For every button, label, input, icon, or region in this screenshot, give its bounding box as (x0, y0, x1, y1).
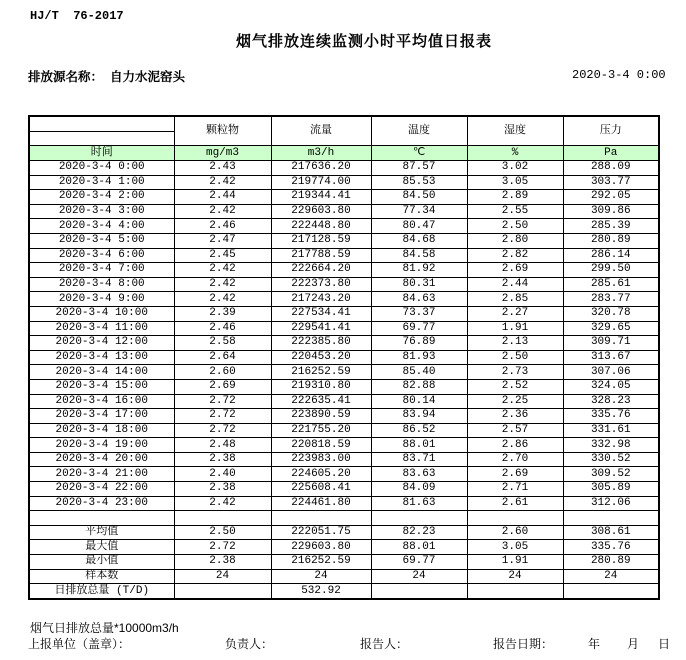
value-cell: 84.09 (371, 482, 467, 497)
value-cell: 222385.80 (271, 336, 371, 351)
value-cell: 2.50 (467, 219, 563, 234)
value-cell: 286.14 (563, 248, 659, 263)
table-row (29, 277, 659, 292)
value-cell: 331.61 (563, 423, 659, 438)
spacer-cell (29, 511, 174, 526)
value-cell: 303.77 (563, 175, 659, 190)
summary-row (29, 584, 659, 599)
table-row (29, 423, 659, 438)
value-cell: 2.43 (174, 161, 271, 176)
value-cell: 2.48 (174, 438, 271, 453)
value-cell: 305.89 (563, 482, 659, 497)
value-cell: 73.37 (371, 306, 467, 321)
value-cell: 2.85 (467, 292, 563, 307)
value-cell: 83.94 (371, 409, 467, 424)
table-row (29, 467, 659, 482)
value-cell: 2.25 (467, 394, 563, 409)
spacer-cell (371, 511, 467, 526)
value-cell: 87.57 (371, 161, 467, 176)
time-cell: 2020-3-4 6:00 (29, 248, 174, 263)
value-cell: 309.52 (563, 467, 659, 482)
summary-row (29, 525, 659, 540)
value-cell: 2.89 (467, 190, 563, 205)
value-cell: 332.98 (563, 438, 659, 453)
value-cell: 219310.80 (271, 379, 371, 394)
value-cell: 2.38 (174, 452, 271, 467)
time-cell: 2020-3-4 9:00 (29, 292, 174, 307)
value-cell: 280.89 (563, 555, 659, 570)
value-cell: 2.73 (467, 365, 563, 380)
value-cell: 2.45 (174, 248, 271, 263)
table-row (29, 379, 659, 394)
table-row (29, 365, 659, 380)
value-cell: 2.70 (467, 452, 563, 467)
value-cell: 313.67 (563, 350, 659, 365)
time-cell: 2020-3-4 22:00 (29, 482, 174, 497)
value-cell: 222664.20 (271, 263, 371, 278)
time-cell: 2020-3-4 18:00 (29, 423, 174, 438)
table-row (29, 190, 659, 205)
value-cell: 84.50 (371, 190, 467, 205)
value-cell: 2.72 (174, 540, 271, 555)
value-cell: 229603.80 (271, 540, 371, 555)
value-cell: 2.42 (174, 263, 271, 278)
time-cell: 2020-3-4 14:00 (29, 365, 174, 380)
value-cell: 309.86 (563, 204, 659, 219)
value-cell: 288.09 (563, 161, 659, 176)
value-cell: 2.44 (174, 190, 271, 205)
time-cell: 2020-3-4 19:00 (29, 438, 174, 453)
value-cell: 308.61 (563, 525, 659, 540)
value-cell: 219774.00 (271, 175, 371, 190)
value-cell: 2.13 (467, 336, 563, 351)
value-cell: 229603.80 (271, 204, 371, 219)
time-column-header: 时间 (29, 146, 174, 161)
table-row (29, 496, 659, 511)
reporting-unit-label: 上报单位（盖章）： (28, 637, 131, 651)
time-cell: 2020-3-4 23:00 (29, 496, 174, 511)
spacer-cell (467, 511, 563, 526)
value-cell: 222448.80 (271, 219, 371, 234)
value-cell: 320.78 (563, 306, 659, 321)
total-emission-note: 烟气日排放总量*10000m3/h (30, 621, 179, 635)
value-cell: 84.58 (371, 248, 467, 263)
value-cell: 335.76 (563, 409, 659, 424)
table-row (29, 306, 659, 321)
value-cell: 2.82 (467, 248, 563, 263)
value-cell (563, 584, 659, 599)
table-row (29, 336, 659, 351)
value-cell: 85.53 (371, 175, 467, 190)
table-row (29, 204, 659, 219)
value-cell: 285.61 (563, 277, 659, 292)
value-cell: 222051.75 (271, 525, 371, 540)
value-cell: 86.52 (371, 423, 467, 438)
value-cell: 2.55 (467, 204, 563, 219)
value-cell: 84.68 (371, 233, 467, 248)
value-cell: 330.52 (563, 452, 659, 467)
value-cell: 229541.41 (271, 321, 371, 336)
value-cell: 2.60 (467, 525, 563, 540)
value-cell: 224461.80 (271, 496, 371, 511)
spacer-cell (271, 511, 371, 526)
value-cell: 2.61 (467, 496, 563, 511)
month-label: 月 (627, 637, 640, 651)
value-cell: 292.05 (563, 190, 659, 205)
day-label: 日 (658, 637, 671, 651)
time-cell: 2020-3-4 15:00 (29, 379, 174, 394)
time-cell: 2020-3-4 1:00 (29, 175, 174, 190)
value-cell: 77.34 (371, 204, 467, 219)
table-row (29, 233, 659, 248)
report-date-label: 报告日期： (493, 637, 554, 651)
value-cell: 81.63 (371, 496, 467, 511)
time-header-blank-bottom (29, 131, 174, 146)
standard-code: HJ/T 76-2017 (30, 9, 124, 23)
value-cell: 80.14 (371, 394, 467, 409)
signature-line (0, 635, 686, 651)
value-cell: 224605.20 (271, 467, 371, 482)
table-row (29, 350, 659, 365)
responsible-person-label: 负责人： (225, 637, 274, 651)
reporter-label: 报告人： (360, 637, 409, 651)
value-cell: 3.05 (467, 540, 563, 555)
value-cell: 227534.41 (271, 306, 371, 321)
value-cell: 83.71 (371, 452, 467, 467)
value-cell: 2.58 (174, 336, 271, 351)
time-cell: 2020-3-4 13:00 (29, 350, 174, 365)
value-cell: 324.05 (563, 379, 659, 394)
table-row (29, 161, 659, 176)
value-cell: 88.01 (371, 540, 467, 555)
time-cell: 2020-3-4 10:00 (29, 306, 174, 321)
value-cell: 24 (371, 569, 467, 584)
value-cell: 2.71 (467, 482, 563, 497)
time-cell: 2020-3-4 4:00 (29, 219, 174, 234)
value-cell: 532.92 (271, 584, 371, 599)
value-cell: 335.76 (563, 540, 659, 555)
value-cell: 2.27 (467, 306, 563, 321)
value-cell: 2.42 (174, 204, 271, 219)
unit-header-row (29, 146, 659, 161)
table-row (29, 219, 659, 234)
value-cell: 2.80 (467, 233, 563, 248)
value-cell: 220818.59 (271, 438, 371, 453)
time-cell: 2020-3-4 8:00 (29, 277, 174, 292)
value-cell: 69.77 (371, 321, 467, 336)
meta-line (0, 67, 686, 83)
value-cell: 222635.41 (271, 394, 371, 409)
value-cell: 2.44 (467, 277, 563, 292)
value-cell: 217243.20 (271, 292, 371, 307)
summary-label-cell: 最小值 (29, 555, 174, 570)
page-title: 烟气排放连续监测小时平均值日报表 (235, 33, 492, 50)
column-header-flow: 流量 (271, 116, 371, 146)
time-cell: 2020-3-4 2:00 (29, 190, 174, 205)
value-cell: 219344.41 (271, 190, 371, 205)
value-cell: 280.89 (563, 233, 659, 248)
unit-pressure: Pa (563, 146, 659, 161)
table-row (29, 292, 659, 307)
time-header-blank-top (29, 116, 174, 131)
summary-label-cell: 样本数 (29, 569, 174, 584)
value-cell: 81.93 (371, 350, 467, 365)
unit-particulate: mg/m3 (174, 146, 271, 161)
value-cell: 24 (467, 569, 563, 584)
column-header-temperature: 温度 (371, 116, 467, 146)
summary-label-cell: 最大值 (29, 540, 174, 555)
report-table (28, 115, 660, 600)
value-cell: 80.47 (371, 219, 467, 234)
value-cell: 2.39 (174, 306, 271, 321)
value-cell: 76.89 (371, 336, 467, 351)
summary-row (29, 569, 659, 584)
value-cell: 2.57 (467, 423, 563, 438)
value-cell: 88.01 (371, 438, 467, 453)
value-cell: 2.72 (174, 409, 271, 424)
value-cell: 220453.20 (271, 350, 371, 365)
value-cell: 217128.59 (271, 233, 371, 248)
unit-flow: m3/h (271, 146, 371, 161)
value-cell: 69.77 (371, 555, 467, 570)
value-cell: 3.02 (467, 161, 563, 176)
value-cell: 222373.80 (271, 277, 371, 292)
summary-label-cell: 平均值 (29, 525, 174, 540)
value-cell: 2.69 (467, 263, 563, 278)
summary-rows (29, 525, 659, 598)
table-row (29, 409, 659, 424)
table-row (29, 248, 659, 263)
value-cell: 80.31 (371, 277, 467, 292)
column-header-particulate: 颗粒物 (174, 116, 271, 146)
value-cell: 2.86 (467, 438, 563, 453)
value-cell (371, 584, 467, 599)
table-row (29, 394, 659, 409)
value-cell: 217636.20 (271, 161, 371, 176)
spacer-cell (174, 511, 271, 526)
value-cell: 2.42 (174, 175, 271, 190)
spacer-section (29, 511, 659, 526)
value-cell (174, 584, 271, 599)
value-cell: 2.42 (174, 277, 271, 292)
value-cell: 307.06 (563, 365, 659, 380)
time-cell: 2020-3-4 11:00 (29, 321, 174, 336)
value-cell: 24 (174, 569, 271, 584)
pollutant-header-row (29, 116, 659, 131)
value-cell: 329.65 (563, 321, 659, 336)
value-cell: 2.47 (174, 233, 271, 248)
value-cell: 216252.59 (271, 365, 371, 380)
table-row (29, 263, 659, 278)
value-cell: 2.46 (174, 321, 271, 336)
value-cell: 1.91 (467, 555, 563, 570)
time-cell: 2020-3-4 5:00 (29, 233, 174, 248)
value-cell: 2.69 (467, 467, 563, 482)
value-cell (467, 584, 563, 599)
value-cell: 85.40 (371, 365, 467, 380)
column-header-humidity: 湿度 (467, 116, 563, 146)
time-cell: 2020-3-4 16:00 (29, 394, 174, 409)
report-datetime: 2020-3-4 0:00 (572, 68, 666, 82)
value-cell: 309.71 (563, 336, 659, 351)
time-cell: 2020-3-4 20:00 (29, 452, 174, 467)
value-cell: 2.38 (174, 555, 271, 570)
time-cell: 2020-3-4 7:00 (29, 263, 174, 278)
source-name-label: 排放源名称： (28, 70, 104, 84)
value-cell: 82.88 (371, 379, 467, 394)
time-cell: 2020-3-4 12:00 (29, 336, 174, 351)
time-cell: 2020-3-4 0:00 (29, 161, 174, 176)
value-cell: 2.36 (467, 409, 563, 424)
value-cell: 328.23 (563, 394, 659, 409)
unit-humidity: % (467, 146, 563, 161)
year-label: 年 (588, 637, 601, 651)
value-cell: 2.52 (467, 379, 563, 394)
value-cell: 312.06 (563, 496, 659, 511)
value-cell: 2.72 (174, 394, 271, 409)
value-cell: 82.23 (371, 525, 467, 540)
value-cell: 2.46 (174, 219, 271, 234)
time-cell: 2020-3-4 3:00 (29, 204, 174, 219)
value-cell: 217788.59 (271, 248, 371, 263)
value-cell: 2.64 (174, 350, 271, 365)
value-cell: 83.63 (371, 467, 467, 482)
value-cell: 223890.59 (271, 409, 371, 424)
value-cell: 1.91 (467, 321, 563, 336)
data-rows (29, 161, 659, 511)
value-cell: 285.39 (563, 219, 659, 234)
value-cell: 84.63 (371, 292, 467, 307)
time-cell: 2020-3-4 21:00 (29, 467, 174, 482)
value-cell: 2.38 (174, 482, 271, 497)
table-row (29, 175, 659, 190)
value-cell: 223983.00 (271, 452, 371, 467)
value-cell: 3.05 (467, 175, 563, 190)
table-row (29, 321, 659, 336)
value-cell: 283.77 (563, 292, 659, 307)
summary-row (29, 540, 659, 555)
value-cell: 2.69 (174, 379, 271, 394)
summary-label-cell: 日排放总量 (T/D) (29, 584, 174, 599)
table-row (29, 452, 659, 467)
value-cell: 216252.59 (271, 555, 371, 570)
value-cell: 24 (563, 569, 659, 584)
value-cell: 299.50 (563, 263, 659, 278)
unit-temperature: ℃ (371, 146, 467, 161)
table-row (29, 438, 659, 453)
value-cell: 2.40 (174, 467, 271, 482)
spacer-row (29, 511, 659, 526)
value-cell: 2.42 (174, 496, 271, 511)
time-cell: 2020-3-4 17:00 (29, 409, 174, 424)
value-cell: 225608.41 (271, 482, 371, 497)
value-cell: 2.72 (174, 423, 271, 438)
source-name-value: 自力水泥窑头 (110, 70, 186, 84)
value-cell: 2.50 (174, 525, 271, 540)
column-header-pressure: 压力 (563, 116, 659, 146)
value-cell: 221755.20 (271, 423, 371, 438)
summary-row (29, 555, 659, 570)
value-cell: 2.42 (174, 292, 271, 307)
value-cell: 24 (271, 569, 371, 584)
value-cell: 81.92 (371, 263, 467, 278)
spacer-cell (563, 511, 659, 526)
table-row (29, 482, 659, 497)
header-section (29, 116, 659, 161)
value-cell: 2.60 (174, 365, 271, 380)
value-cell: 2.50 (467, 350, 563, 365)
